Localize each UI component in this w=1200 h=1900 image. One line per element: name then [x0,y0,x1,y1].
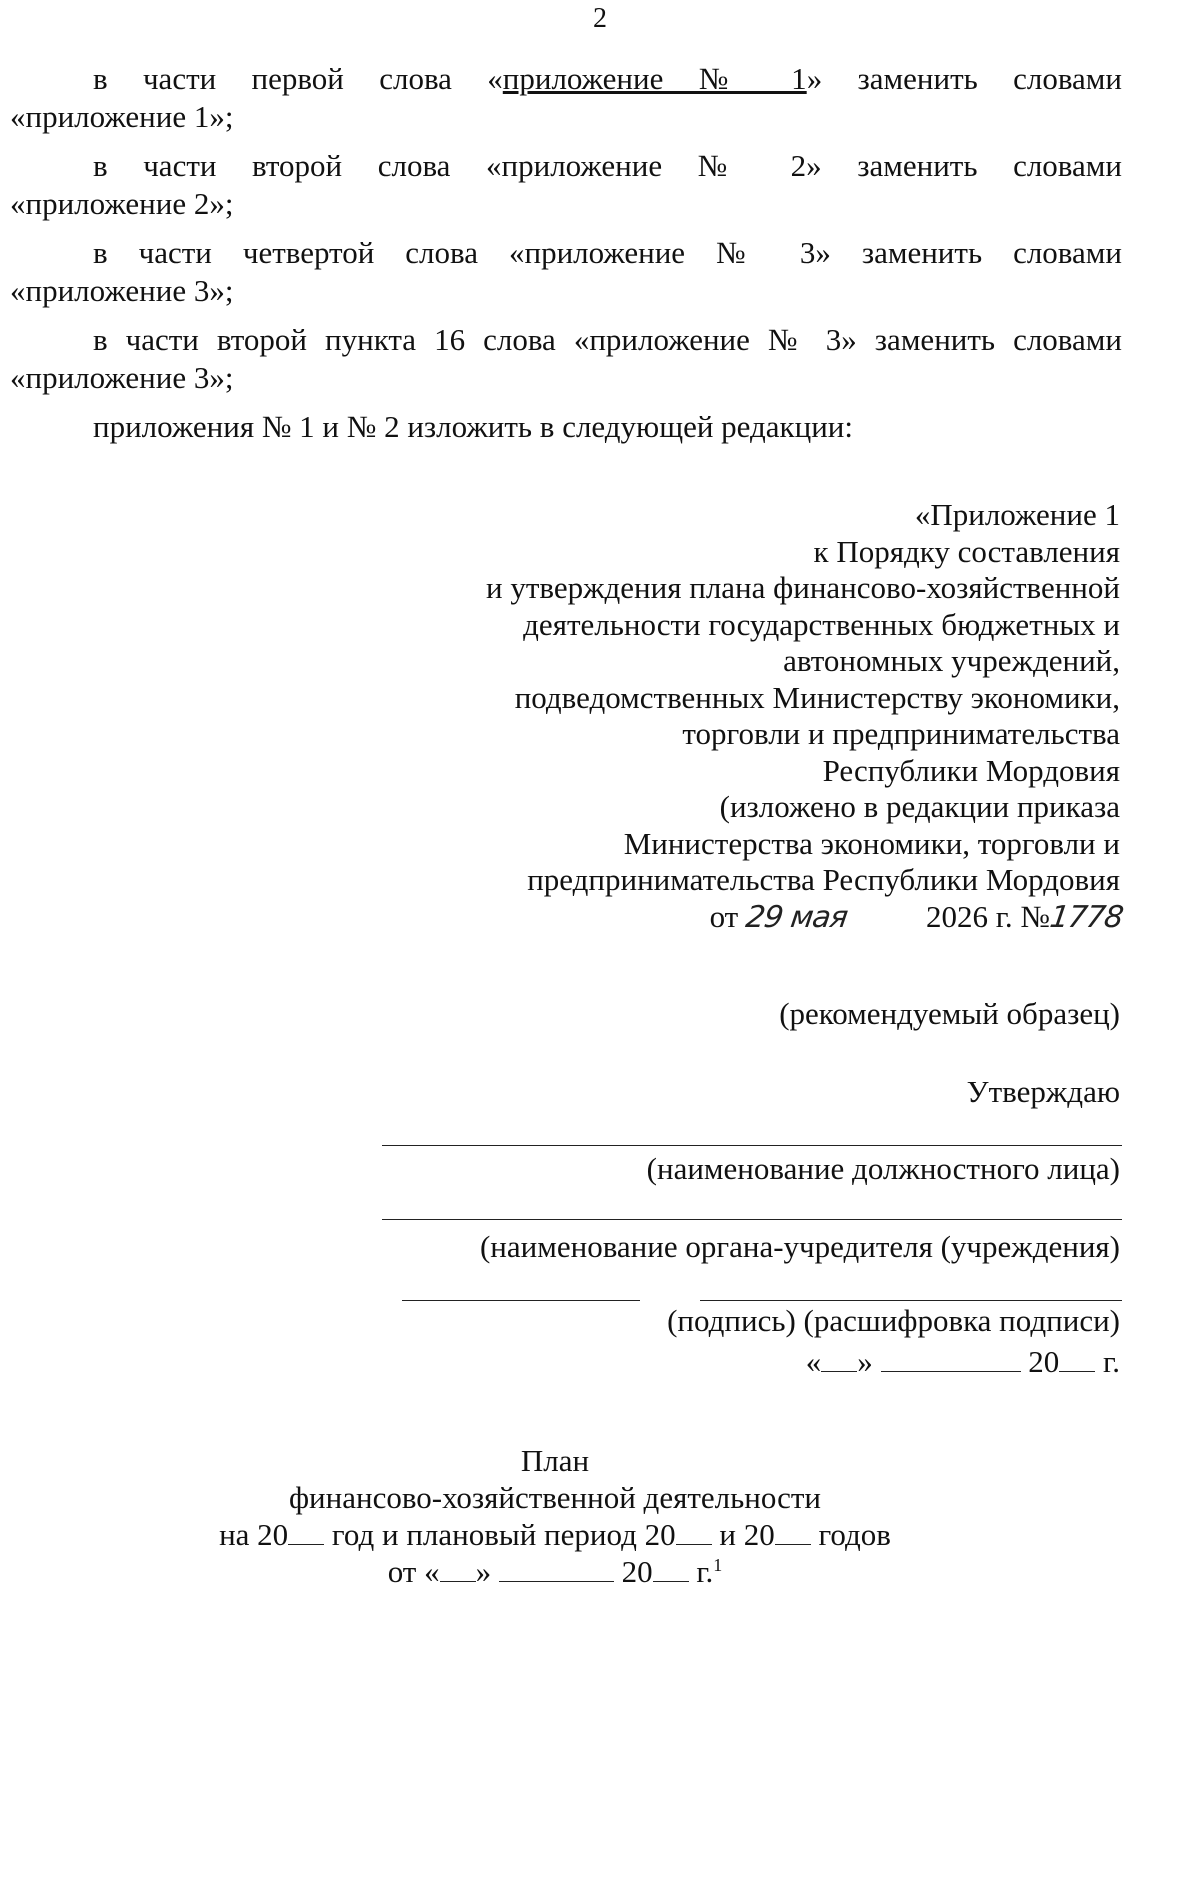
plan-subtitle: финансово-хозяйственной деятельности [288,1480,822,1515]
signature-line [402,1300,640,1301]
amendment-line: в части второй слова «приложение № 2» заменить словами [93,148,1122,183]
plan-period [0,1516,1110,1553]
official-caption: (наименование должностного лица) [646,1151,1120,1186]
period-part: и 20 [719,1517,775,1552]
handwritten-order-number: 1778 [1047,899,1125,935]
body-caption: (наименование органа-учредителя (учреждения) [479,1229,1120,1264]
month-blank [881,1347,1021,1372]
amendment-item [10,321,1122,397]
amendment-item [10,234,1122,310]
year-suffix: г. [1103,1344,1120,1379]
month-blank [499,1557,614,1582]
signature-decoding-line [700,1300,1122,1301]
quote-open: « [805,1344,822,1379]
year-blank [288,1520,324,1545]
official-name-line [382,1145,1122,1146]
amendment-item [10,60,1122,136]
appendix-line: деятельности государственных бюджетных и [523,606,1120,642]
date-part: г. [696,1554,714,1589]
intro-line [10,408,1122,446]
appendix-line: (изложено в редакции приказа [719,789,1120,824]
approve-label: Утверждаю [966,1074,1120,1109]
appendix-line: и утверждения плана финансово-хозяйственной [486,570,1120,605]
appendix-line: предпринимательства Республики Мордовия [527,862,1120,897]
signature-caption: (подпись) (расшифровка подписи) [667,1303,1120,1338]
appendix-line: Министерства экономики, торговли и [623,825,1120,861]
year-blank [775,1520,811,1545]
date-part: » [475,1554,492,1589]
amendment-line: в части четвертой слова «приложение № 3» заменить словами [93,235,1122,270]
body-name-line [382,1219,1122,1220]
quote-close: » [857,1344,873,1379]
year-prefix: 20 [1028,1344,1060,1379]
amendment-item [10,147,1122,223]
amendment-continuation: «приложение 3»; [10,360,234,395]
date-prefix: от [709,898,739,934]
amendment-continuation: «приложение 3»; [10,273,234,308]
appendix-line: торговли и предпринимательства [682,716,1120,751]
approval-date [806,1343,1120,1381]
amendment-continuation: «приложение 1»; [10,99,234,134]
date-part: 20 [621,1554,653,1589]
appendix-line: «Приложение 1 [914,497,1120,532]
page-number: 2 [593,3,607,34]
appendix-line: Республики Мордовия [822,752,1120,788]
day-blank [821,1347,857,1372]
appendix-order-line [400,898,1125,937]
plan-heading [0,1442,1110,1590]
sample-label: (рекомендуемый образец) [779,996,1120,1031]
intro-text: приложения № 1 и № 2 изложить в следующей редакции: [93,409,853,444]
plan-date [0,1553,1110,1590]
day-blank [440,1557,476,1582]
date-part: от « [387,1554,440,1589]
period-part: год и плановый период 20 [331,1517,676,1552]
appendix-header [400,497,1125,936]
amendment-line: в части первой слова «приложение № 1» заменить словами [93,61,1123,96]
footnote-mark: 1 [713,1555,723,1575]
year-blank [653,1557,689,1582]
appendix-line: автономных учреждений, [783,643,1120,678]
amendment-list [10,60,1122,446]
amendment-line: в части второй пункта 16 слова «приложение № 3» заменить словами [93,322,1122,357]
amendment-continuation: «приложение 2»; [10,186,234,221]
handwritten-date: 29 мая [743,899,850,935]
plan-title: План [520,1443,590,1478]
period-part: на 20 [219,1517,289,1552]
year-blank [1059,1347,1095,1372]
appendix-line: подведомственных Министерству экономики, [514,679,1120,715]
year-blank [676,1520,712,1545]
order-year: 2026 г. № [925,898,1050,934]
appendix-line: к Порядку составления [813,533,1120,569]
period-part: годов [818,1517,891,1552]
